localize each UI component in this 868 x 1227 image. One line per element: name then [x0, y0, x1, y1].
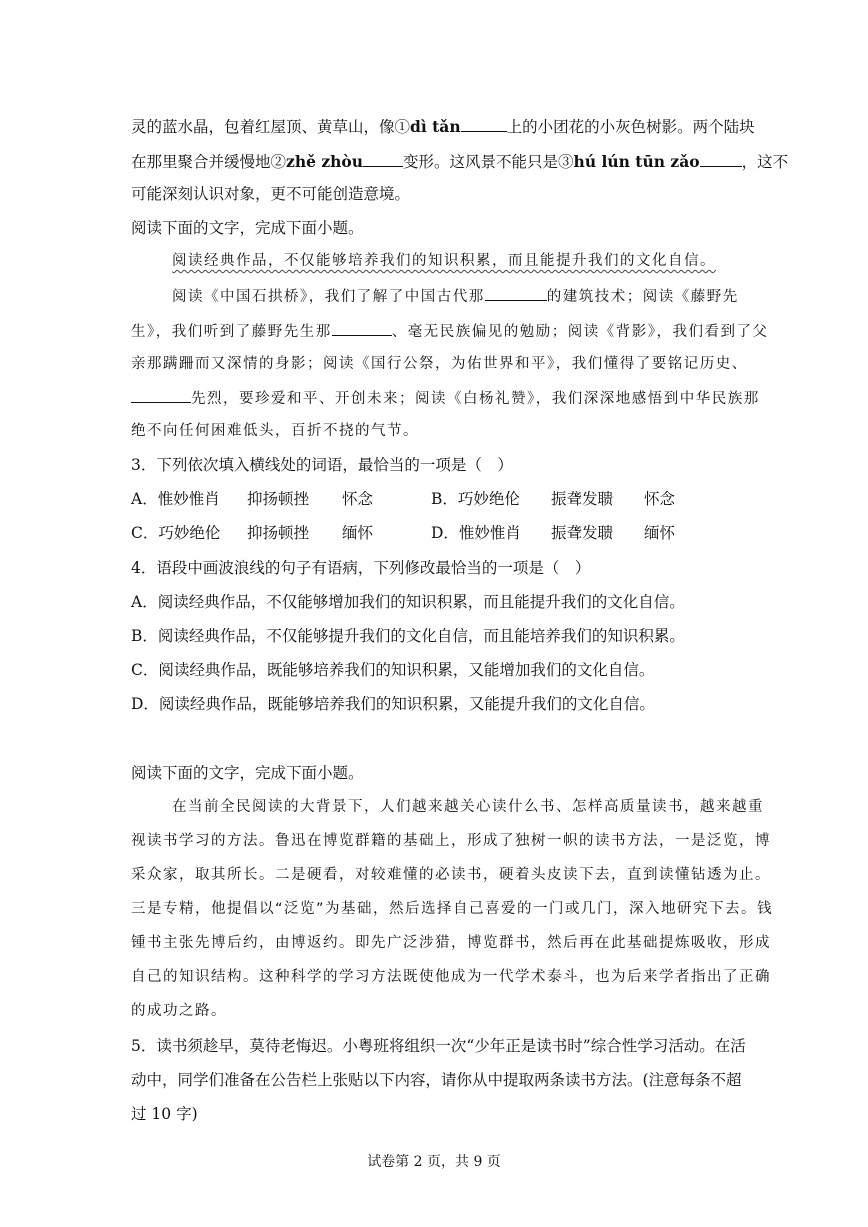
passage3-line: 采众家，取其所长。二是硬看，对较难懂的必读书，硬着头皮读下去，直到读懂钻透为止。: [131, 867, 771, 883]
q3-option-b[interactable]: B．巧妙绝伦: [431, 490, 520, 508]
q3-option-d[interactable]: D．惟妙惟肖: [431, 524, 521, 542]
passage2-line-4: 先烈，要珍爱和平、开创未来；阅读《白杨礼赞》，我们深深地感悟到中华民族那: [131, 387, 760, 409]
section2-instruction: 阅读下面的文字，完成下面小题。: [131, 219, 364, 237]
pinyin-1: dì tǎn: [410, 117, 461, 136]
q3-option-c[interactable]: C．巧妙绝伦: [131, 524, 221, 542]
passage2-line-3: 亲那蹒跚而又深情的身影；阅读《国行公祭，为佑世界和平》，我们懂得了要铭记历史、: [131, 356, 748, 372]
intro-line-1: 灵的蓝水晶，包着红屋顶、黄草山，像①dì tǎn 上的小团花的小灰色树影。两个陆块: [131, 117, 755, 136]
passage3-line: 在当前全民阅读的大背景下，人们越来越关心读什么书、怎样高质量读书，越来越重: [172, 799, 764, 815]
passage2-line-2: 生》，我们听到了藤野先生那 、毫无民族偏见的勉励；阅读《背影》，我们看到了父: [131, 320, 769, 342]
passage3-line: 锺书主张先博后约，由博返约。即先广泛涉猎，博览群书，然后再在此基础提炼吸收，形成: [131, 935, 771, 951]
passage3-line: 视读书学习的方法。鲁迅在博览群籍的基础上，形成了独树一帜的读书方法，一是泛览，博: [131, 833, 771, 849]
blank-4[interactable]: [485, 285, 547, 301]
blank-2[interactable]: [363, 151, 403, 167]
passage3-line: 的成功之路。: [131, 1003, 227, 1019]
passage2-line-5: 绝不向任何困难低头，百折不挠的气节。: [131, 423, 419, 439]
page-footer: 试卷第 2 页，共 9 页: [367, 1154, 501, 1170]
exam-page: 灵的蓝水晶，包着红屋顶、黄草山，像①dì tǎn 上的小团花的小灰色树影。两个陆块 在那里聚合并缓慢地②zhě zhòu 变形。这风景不能只是③hú lún tūn zǎo ，这不 可能深刻认识对象，更不可能创造意境。 阅读下面的文字，完成下面小题。 阅读经典作品，不仅能够培养我们的知识积累，而且能提升我们的文化自信。 阅读《中国石拱桥》，我们了解了中国古代那 的建筑技术；阅读《藤野先 生》，我们听到了藤野先生那 、毫无民族偏见的勉励；阅读《背影》，我们看到了父 亲那蹒跚而又深情的身影；阅读《国行公祭，为佑世界和平》，我们懂得了要铭记历史、 先烈，要珍爱和平、开创未来；阅读《白杨礼赞》，我们深深地感悟到中华民族那 绝不向任何困难低头，百折不挠的气节。 3．下列依次填入横线处的词语，最恰当的一项是（ ） A．惟妙惟肖 抑扬顿挫 怀念 B．巧妙绝伦 振聋发聩 怀念 C．巧妙绝伦 抑扬顿挫 缅怀 D．惟妙惟肖 振聋发聩 缅怀 4．语段中画波浪线的句子有语病，下列修改最恰当的一项是（ ） A．阅读经典作品，不仅能够增加我们的知识积累，而且能提升我们的文化自信。 B．阅读经典作品，不仅能够提升我们的文化自信，而且能培养我们的知识积累。 C．阅读经典作品，既能够培养我们的知识积累，又能增加我们的文化自信。 D．阅读经典作品，既能够培养我们的知识积累，又能提升我们的文化自信。 阅读下面的文字，完成下面小题。 在当前全民阅读的大背景下，人们越来越关心读什么书、怎样高质量读书，越来越重 视读书学习的方法。鲁迅在博览群籍的基础上，形成了独树一帜的读书方法，一是泛览，博 采众家，取其所长。二是硬看，对较难懂的必读书，硬着头皮读下去，直到读懂钻透为止。 三是专精，他提倡以“泛览”为基础，然后选择自己喜爱的一门或几门，深入地研究下去。钱 锺书主张先博后约，由博返约。即先广泛涉猎，博览群书，然后再在此基础提炼吸收，形成 自己的知识结构。这种科学的学习方法既使他成为一代学术泰斗，也为后来学者指出了正确 的成功之路。 5．读书须趁早，莫待老悔迟。小粤班将组织一次“少年正是读书时”综合性学习活动。在活 动中，同学们准备在公告栏上张贴以下内容，请你从中提取两条读书方法。(注意每条不超 过 10 字) 试卷第 2 页，共 9 页: [0, 0, 868, 1227]
q3-stem: 3．下列依次填入横线处的词语，最恰当的一项是（ ）: [131, 456, 513, 474]
intro-line-3: 可能深刻认识对象，更不可能创造意境。: [131, 185, 411, 203]
q5-line-1: 5．读书须趁早，莫待老悔迟。小粤班将组织一次“少年正是读书时”综合性学习活动。在活: [131, 1037, 746, 1055]
q4-option-c[interactable]: C．阅读经典作品，既能够培养我们的知识积累，又能增加我们的文化自信。: [131, 661, 655, 679]
passage3-line: 三是专精，他提倡以“泛览”为基础，然后选择自己喜爱的一门或几门，深入地研究下去。钱: [131, 901, 774, 917]
passage3-line: 自己的知识结构。这种科学的学习方法既使他成为一代学术泰斗，也为后来学者指出了正确: [131, 969, 771, 985]
blank-5[interactable]: [332, 320, 392, 336]
passage2-line-1: 阅读《中国石拱桥》，我们了解了中国古代那 的建筑技术；阅读《藤野先: [172, 285, 739, 307]
q4-option-b[interactable]: B．阅读经典作品，不仅能够提升我们的文化自信，而且能培养我们的知识积累。: [131, 627, 685, 645]
pinyin-2: zhě zhòu: [286, 152, 364, 171]
q3-option-a[interactable]: A．惟妙惟肖: [131, 490, 220, 508]
wavy-sentence: 阅读经典作品，不仅能够培养我们的知识积累，而且能提升我们的文化自信。: [172, 253, 716, 269]
q4-stem: 4．语段中画波浪线的句子有语病，下列修改最恰当的一项是（ ）: [131, 559, 591, 577]
blank-1[interactable]: [461, 116, 507, 132]
q5-line-2: 动中，同学们准备在公告栏上张贴以下内容，请你从中提取两条读书方法。(注意每条不超: [131, 1071, 742, 1089]
q5-line-3: 过 10 字): [131, 1105, 198, 1123]
q4-option-d[interactable]: D．阅读经典作品，既能够培养我们的知识积累，又能提升我们的文化自信。: [131, 695, 655, 713]
blank-3[interactable]: [700, 151, 742, 167]
blank-6[interactable]: [131, 387, 191, 403]
intro-line-2: 在那里聚合并缓慢地②zhě zhòu 变形。这风景不能只是③hú lún tūn zǎo ，这不: [131, 152, 789, 171]
section3-instruction: 阅读下面的文字，完成下面小题。: [131, 764, 364, 782]
q4-option-a[interactable]: A．阅读经典作品，不仅能够增加我们的知识积累，而且能提升我们的文化自信。: [131, 593, 685, 611]
pinyin-3: hú lún tūn zǎo: [573, 152, 700, 171]
